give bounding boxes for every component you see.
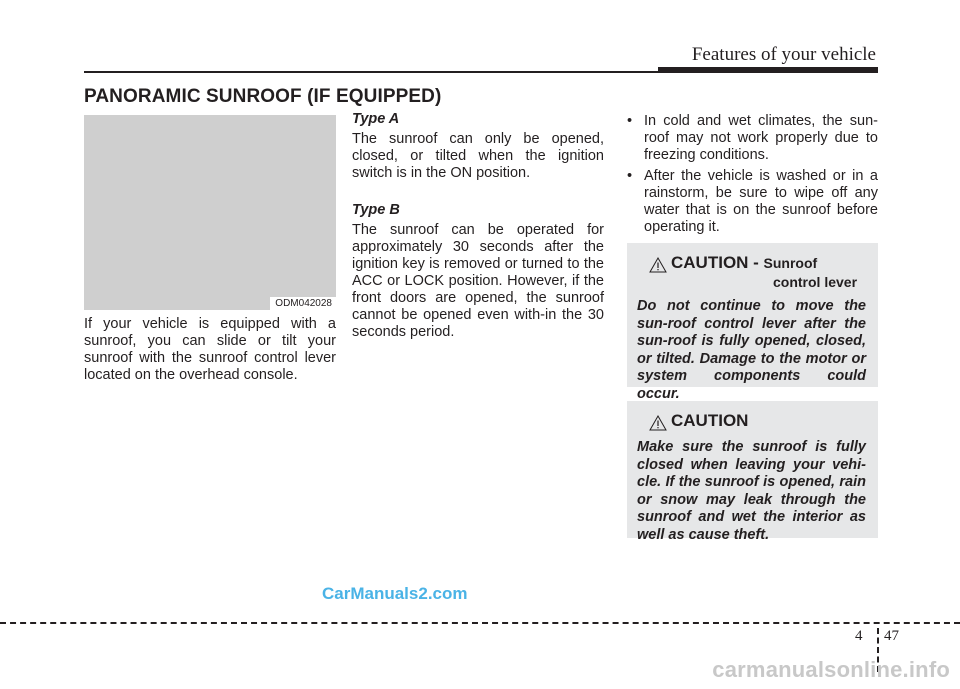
caution-box-close-sunroof [627, 401, 878, 543]
site-footer-link[interactable]: carmanualsonline.info [712, 657, 950, 682]
caution-text: Make sure the sunroof is fully closed when leaving your vehi-cle. If the sunroof is opened, rain or snow may leak through the sunroof and wet the interior as well as cause theft. [637, 439, 866, 543]
bullet-marker: • [627, 113, 633, 129]
bullet-item [624, 113, 878, 164]
caution-word: CAUTION [671, 411, 749, 430]
warning-triangle-icon [649, 257, 667, 273]
page-chapter: 4 [855, 628, 863, 644]
type-b-text: The sunroof can be operated for approximately 30 seconds after the ignition key is removed or turned to the ACC or LOCK position. However, if the front doors are opened, the sunroof cannot be opened even with-in the 30 seconds period. [352, 222, 604, 340]
bullet-marker: • [627, 168, 633, 184]
sunroof-photo [84, 115, 336, 310]
section-title: PANORAMIC SUNROOF (IF EQUIPPED) [84, 86, 442, 107]
type-a-text: The sunroof can only be opened, closed, or tilted when the ignition switch is in the ON position. [352, 131, 604, 181]
watermark-link[interactable]: CarManuals2.com [322, 584, 468, 603]
warning-triangle-icon [649, 415, 667, 431]
caution-subject-line1: Sunroof [763, 255, 818, 271]
caution-subject-line2: control lever [773, 274, 858, 290]
type-b-heading: Type B [352, 202, 400, 218]
header-bar [658, 67, 878, 73]
caution-heading [637, 411, 870, 431]
type-b-block [352, 202, 604, 341]
header-title: Features of your vehicle [691, 44, 876, 65]
caution-box-control-lever [627, 243, 878, 402]
column-notes [624, 113, 878, 240]
bullet-item [624, 168, 878, 236]
caution-heading [637, 253, 870, 290]
page-number: 47 [884, 628, 899, 644]
figure-code: ODM042028 [270, 297, 336, 310]
intro-paragraph: If your vehicle is equipped with a sunroof, you can slide or tilt your sunroof with the sunroof control lever located on the overhead console. [84, 316, 336, 383]
footer-rule [0, 622, 960, 624]
column-types [352, 111, 604, 361]
type-a-heading: Type A [352, 111, 400, 127]
bullet-text: After the vehicle is washed or in a rainstorm, be sure to wipe off any water that is on the sunroof before operating it. [644, 168, 878, 235]
caution-word: CAUTION - [671, 253, 764, 272]
type-a-block [352, 111, 604, 182]
bullet-text: In cold and wet climates, the sun-roof may not work properly due to freezing conditions. [644, 113, 878, 163]
caution-text: Do not continue to move the sun-roof control lever after the sun-roof is fully opened, closed, or tilted. Damage to the motor or system components could occur. [637, 298, 866, 402]
